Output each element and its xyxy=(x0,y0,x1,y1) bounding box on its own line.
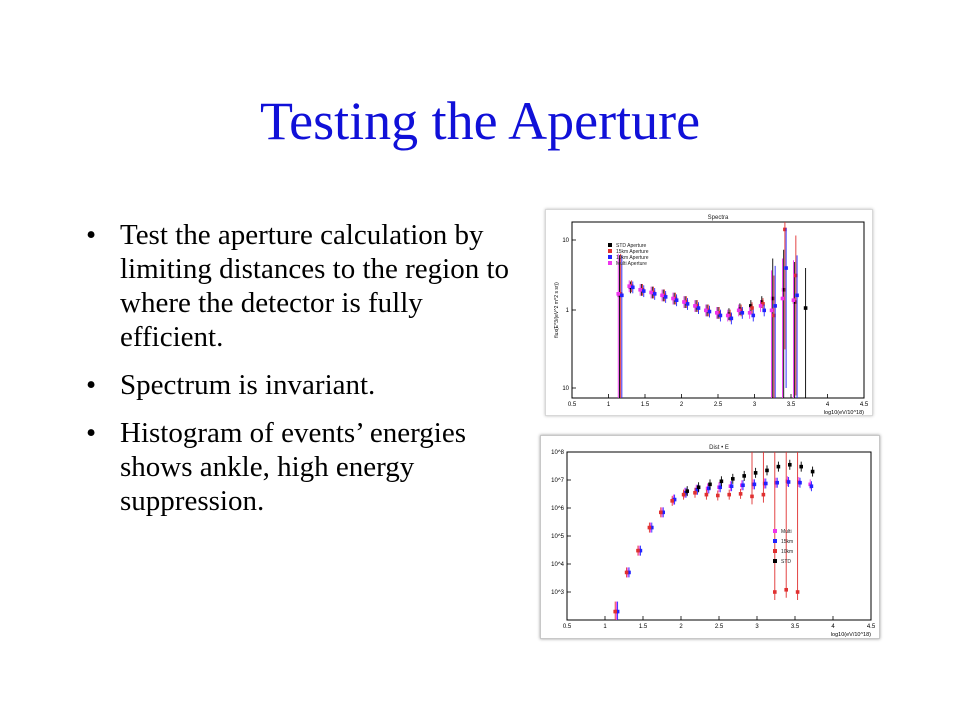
data-point xyxy=(708,310,712,314)
x-tick-label: 3.5 xyxy=(790,624,800,630)
data-point xyxy=(798,481,802,485)
data-point xyxy=(697,485,701,489)
data-point xyxy=(642,289,646,293)
x-tick-label: 1 xyxy=(606,402,611,408)
data-point xyxy=(616,292,620,296)
data-point xyxy=(649,291,653,295)
data-point xyxy=(682,300,686,304)
data-point xyxy=(810,484,814,488)
x-tick-label: 0.5 xyxy=(567,402,577,408)
data-point xyxy=(737,309,741,313)
data-point xyxy=(795,294,799,298)
data-point xyxy=(804,306,808,310)
data-point xyxy=(773,590,777,594)
legend-label: Multi Aperture xyxy=(616,261,647,267)
legend-label: STD Aperture xyxy=(616,243,647,249)
data-point xyxy=(796,590,800,594)
bullet-text: Test the aperture calculation by limiting distances to the region to where the detector is fully efficient. xyxy=(120,219,510,353)
bullet-list xyxy=(84,218,514,532)
data-point xyxy=(720,479,724,483)
data-point xyxy=(750,495,754,499)
legend-marker xyxy=(608,243,612,247)
energy-distribution-plot xyxy=(540,435,880,639)
y-tick-label: 10^7 xyxy=(551,478,564,484)
legend-marker xyxy=(608,255,612,259)
bullet-text: Histogram of events’ energies shows ankle, high energy suppression. xyxy=(120,417,467,517)
data-point xyxy=(773,304,777,308)
data-point xyxy=(731,477,735,481)
y-tick-label: 10^5 xyxy=(551,534,564,540)
bullet-item xyxy=(84,368,514,402)
x-tick-label: 1.5 xyxy=(640,402,650,408)
data-point xyxy=(787,480,791,484)
data-point xyxy=(705,493,709,497)
data-point xyxy=(784,266,788,270)
legend-marker xyxy=(773,529,777,533)
x-tick-label: 2 xyxy=(679,624,683,630)
data-point xyxy=(751,314,755,318)
bullet-glyph: • xyxy=(86,369,97,401)
data-point xyxy=(625,571,629,575)
data-point xyxy=(741,311,745,315)
energy-distribution-chart-svg xyxy=(541,436,879,638)
bullet-text: Spectrum is invariant. xyxy=(120,369,376,401)
data-point xyxy=(730,484,734,488)
bullet-item xyxy=(84,416,514,518)
data-point xyxy=(664,295,668,299)
data-point xyxy=(765,469,769,473)
data-point xyxy=(775,481,779,485)
data-point xyxy=(636,549,640,553)
chart-title: Dist • E xyxy=(709,445,729,451)
data-point xyxy=(741,483,745,487)
data-point xyxy=(660,294,664,298)
data-point xyxy=(627,284,631,288)
data-point xyxy=(811,470,815,474)
data-point xyxy=(631,286,635,290)
x-tick-label: 4.5 xyxy=(866,624,876,630)
data-point xyxy=(754,471,758,475)
data-point xyxy=(727,493,731,497)
data-point xyxy=(686,302,690,306)
data-point xyxy=(777,465,781,469)
data-point xyxy=(753,483,757,487)
y-tick-label: 10 xyxy=(562,238,569,244)
data-point xyxy=(716,494,720,498)
plot-frame xyxy=(567,452,871,620)
legend-marker xyxy=(773,539,777,543)
data-point xyxy=(742,474,746,478)
data-point xyxy=(748,311,752,315)
legend-marker xyxy=(773,559,777,563)
bullet-item xyxy=(84,218,514,354)
chart-title: Spectra xyxy=(707,215,729,221)
y-tick-label: 10^6 xyxy=(551,506,564,512)
data-point xyxy=(730,317,734,321)
data-point xyxy=(613,610,617,614)
data-point xyxy=(685,489,689,493)
x-tick-label: 3.5 xyxy=(786,402,796,408)
y-tick-label: 10 xyxy=(562,386,569,392)
data-point xyxy=(693,304,697,308)
x-axis-label: log10(eV/10^18) xyxy=(823,410,864,415)
x-tick-label: 2.5 xyxy=(713,402,723,408)
data-point xyxy=(762,309,766,313)
data-point xyxy=(788,463,792,467)
data-point xyxy=(781,297,785,301)
data-point xyxy=(682,493,686,497)
legend-marker xyxy=(608,261,612,265)
data-point xyxy=(653,292,657,296)
data-point xyxy=(659,511,663,515)
data-point xyxy=(620,294,624,298)
data-point xyxy=(693,491,697,495)
x-tick-label: 3 xyxy=(752,402,757,408)
data-point xyxy=(697,306,701,310)
data-point xyxy=(675,298,679,302)
data-point xyxy=(799,465,803,469)
data-point xyxy=(762,493,766,497)
y-tick-label: 1 xyxy=(565,308,569,314)
x-tick-label: 3 xyxy=(755,624,759,630)
bullet-glyph: • xyxy=(86,219,97,251)
data-point xyxy=(670,499,674,503)
y-tick-label: 10^4 xyxy=(551,562,564,568)
spectra-plot xyxy=(545,209,873,416)
legend-label: 15km xyxy=(781,539,794,545)
data-point xyxy=(792,298,796,302)
legend-marker xyxy=(608,249,612,253)
legend-marker xyxy=(773,549,777,553)
data-point xyxy=(726,314,730,318)
legend-label: Multi xyxy=(781,529,792,535)
legend-label: STD xyxy=(781,559,791,565)
data-point xyxy=(764,482,768,486)
data-point xyxy=(770,309,774,313)
data-point xyxy=(648,526,652,530)
x-tick-label: 1.5 xyxy=(638,624,648,630)
data-point xyxy=(715,311,719,315)
y-tick-label: 10^8 xyxy=(551,450,564,456)
data-point xyxy=(671,297,675,301)
data-point xyxy=(704,309,708,313)
data-point xyxy=(759,304,763,308)
x-tick-label: 2.5 xyxy=(714,624,724,630)
spectra-chart-svg xyxy=(546,210,872,415)
x-tick-label: 1 xyxy=(603,624,607,630)
bullet-glyph: • xyxy=(86,417,97,449)
data-point xyxy=(638,288,642,292)
data-point xyxy=(750,306,754,310)
x-tick-label: 2 xyxy=(679,402,684,408)
x-axis-label: log10(eV/10^18) xyxy=(830,632,871,638)
legend-label: 10km xyxy=(781,549,794,555)
data-point xyxy=(784,588,788,592)
data-point xyxy=(719,314,723,318)
legend-label: 15km Aperture xyxy=(616,249,649,255)
x-tick-label: 4.5 xyxy=(859,402,869,408)
data-point xyxy=(739,492,743,496)
y-axis-label: flux(E^3/(eV^2 m^2 s sr)) xyxy=(554,282,560,338)
legend-label: 10km Aperture xyxy=(616,255,649,261)
data-point xyxy=(708,483,712,487)
slide-title: Testing the Aperture xyxy=(259,91,701,151)
x-tick-label: 0.5 xyxy=(562,624,572,630)
x-tick-label: 4 xyxy=(831,624,835,630)
x-tick-label: 4 xyxy=(825,402,830,408)
y-tick-label: 10^3 xyxy=(551,590,564,596)
